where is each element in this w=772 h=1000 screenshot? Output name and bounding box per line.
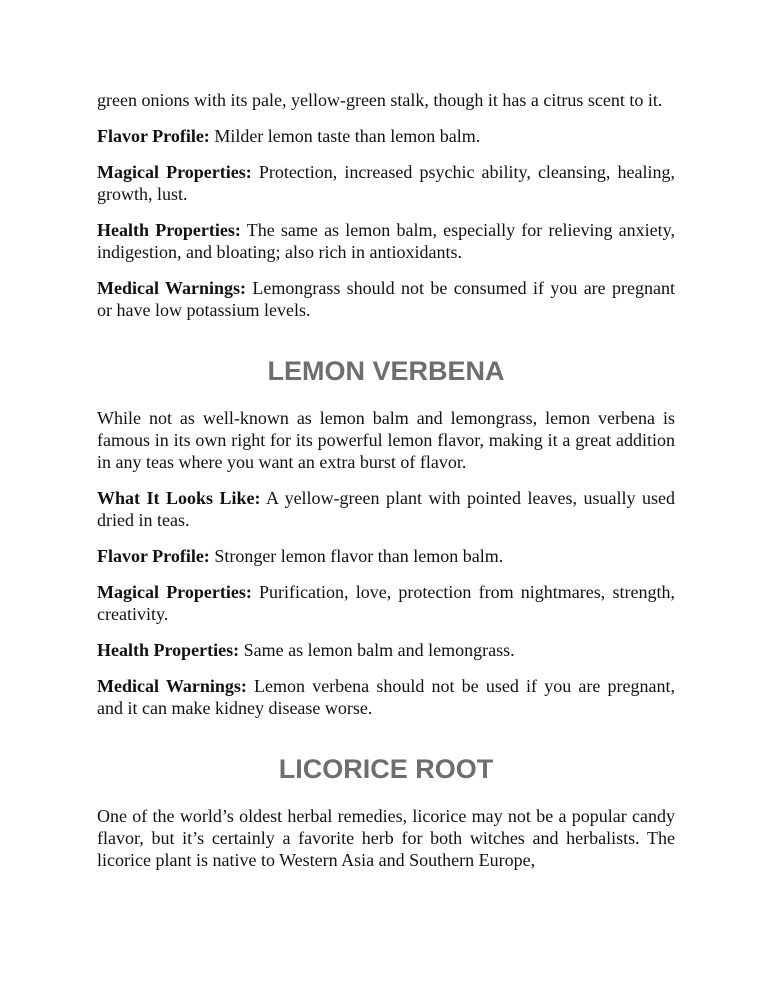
lemon-verbena-magical-properties [97, 581, 675, 625]
medical-warnings-text: Lemon verbena should not be used if you are pregnant, and it can make kidney disease worse. [97, 676, 675, 718]
flavor-profile-label: Flavor Profile: [97, 126, 210, 146]
lemon-verbena-flavor-profile [97, 545, 675, 567]
medical-warnings-label: Medical Warnings: [97, 278, 247, 298]
health-properties-text: Same as lemon balm and lemongrass. [239, 640, 515, 660]
magical-properties-label: Magical Properties: [97, 582, 252, 602]
magical-properties-text: Purification, love, protection from nightmares, strength, creativity. [97, 582, 675, 624]
medical-warnings-label: Medical Warnings: [97, 676, 247, 696]
looks-like-label: What It Looks Like: [97, 488, 261, 508]
magical-properties-label: Magical Properties: [97, 162, 252, 182]
looks-like-text: A yellow-green plant with pointed leaves, usually used dried in teas. [97, 488, 675, 530]
lemongrass-medical-warnings [97, 277, 675, 321]
lemongrass-continued-text: green onions with its pale, yellow-green stalk, though it has a citrus scent to it. [97, 90, 663, 110]
magical-properties-text: Protection, increased psychic ability, cleansing, healing, growth, lust. [97, 162, 675, 204]
health-properties-label: Health Properties: [97, 220, 241, 240]
flavor-profile-text: Milder lemon taste than lemon balm. [209, 126, 481, 146]
health-properties-label: Health Properties: [97, 640, 240, 660]
lemongrass-flavor-profile [97, 125, 675, 147]
health-properties-text: The same as lemon balm, especially for relieving anxiety, indigestion, and bloating; also rich in antioxidants. [97, 220, 675, 262]
lemon-verbena-intro-text: While not as well-known as lemon balm and lemongrass, lemon verbena is famous in its own right for its powerful lemon flavor, making it a great addition in any teas where you want an extra burst of flavor. [97, 408, 675, 472]
licorice-root-heading: LICORICE ROOT [278, 754, 494, 784]
lemon-verbena-looks [97, 487, 675, 531]
lemongrass-health-properties [97, 219, 675, 263]
lemongrass-continued-paragraph [97, 89, 675, 111]
lemongrass-magical-properties [97, 161, 675, 205]
medical-warnings-text: Lemongrass should not be consumed if you are pregnant or have low potassium levels. [97, 278, 675, 320]
lemon-verbena-health-properties [97, 639, 675, 661]
licorice-root-intro [97, 805, 675, 871]
flavor-profile-label: Flavor Profile: [97, 546, 210, 566]
lemon-verbena-medical-warnings [97, 675, 675, 719]
flavor-profile-text: Stronger lemon flavor than lemon balm. [209, 546, 504, 566]
lemon-verbena-heading: LEMON VERBENA [267, 356, 505, 386]
lemon-verbena-intro [97, 407, 675, 473]
licorice-root-intro-text: One of the world’s oldest herbal remedies, licorice may not be a popular candy flavor, but it’s certainly a favorite herb for both witches and herbalists. The licorice plant is native to Western Asia and Southern Europe, [97, 806, 675, 870]
